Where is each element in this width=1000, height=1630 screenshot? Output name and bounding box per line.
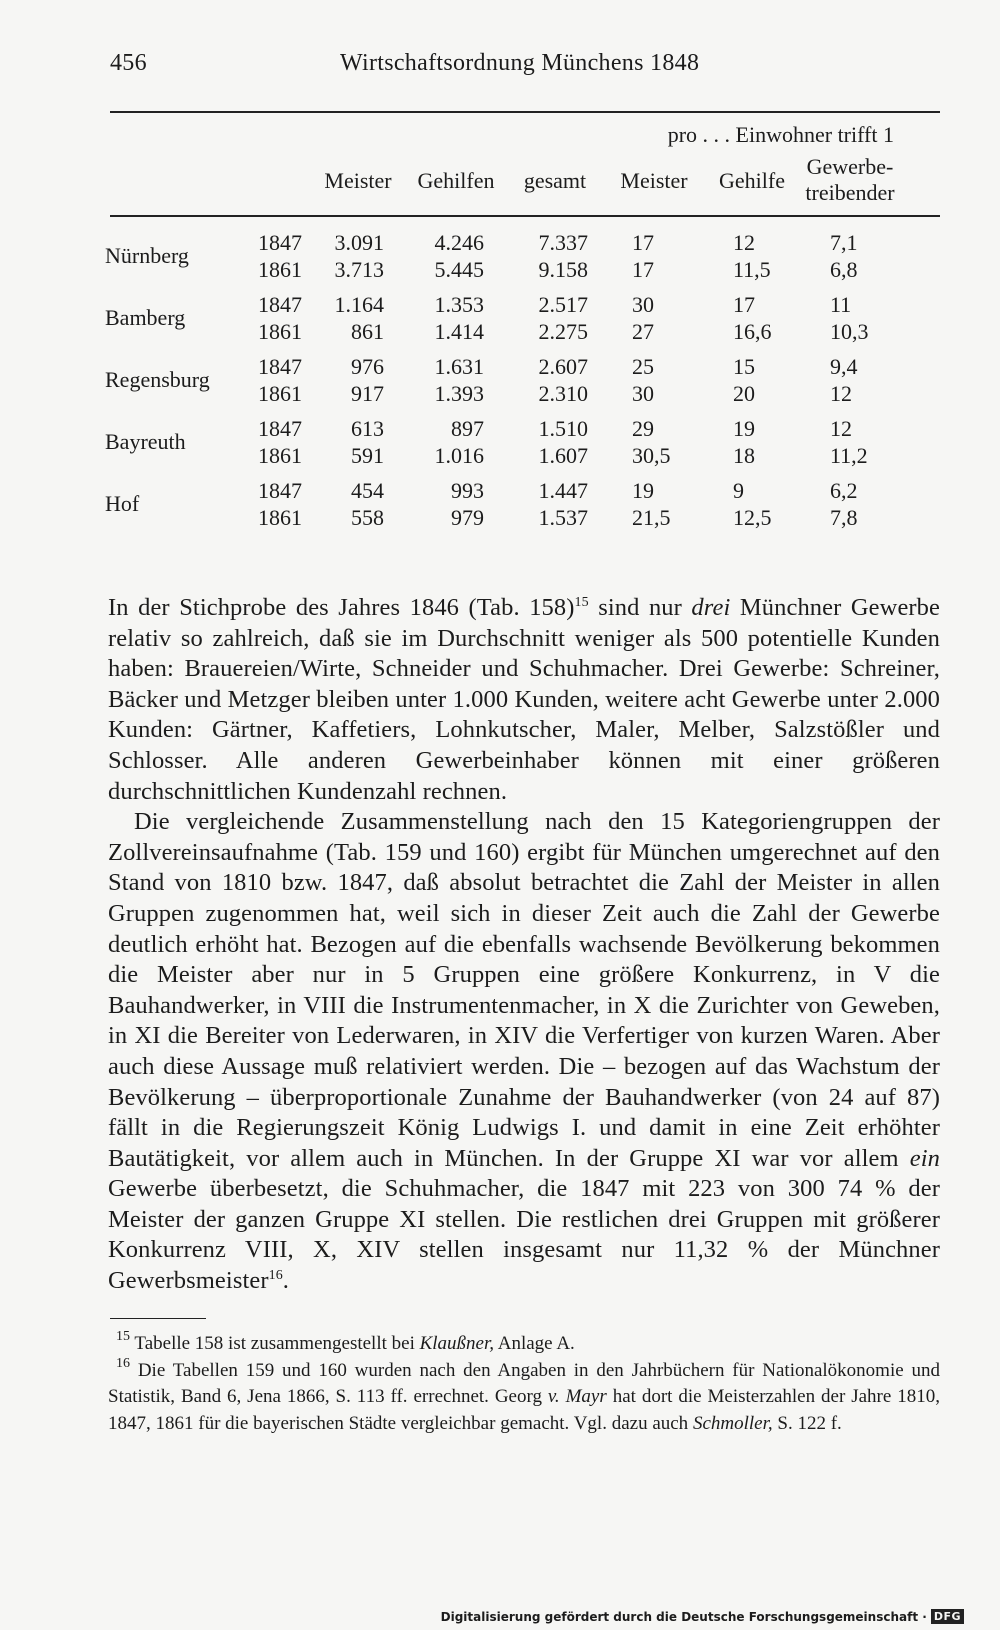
cell-gesamt: 2.517	[538, 292, 588, 317]
cell-pro-gehilfe: 18	[733, 443, 755, 468]
cell-pro-gewerbe: 11,2	[830, 443, 868, 468]
cell-pro-gehilfe: 9	[733, 478, 744, 503]
cell-pro-gewerbe: 11	[830, 292, 852, 317]
cell-gesamt: 2.607	[538, 354, 588, 379]
cell-pro-gewerbe: 10,3	[830, 319, 869, 344]
cell-year: 1861	[258, 505, 302, 530]
cell-gehilfen: 5.445	[434, 257, 484, 282]
cell-gesamt: 1.510	[538, 416, 588, 441]
cell-pro-gewerbe: 7,1	[830, 230, 858, 255]
footnote-rule	[110, 1318, 206, 1319]
page-number: 456	[110, 50, 147, 76]
cell-gehilfen: 1.393	[434, 381, 484, 406]
footnote-mark: 16	[116, 1355, 130, 1371]
cell-gehilfen: 4.246	[434, 230, 484, 255]
footnote-ref: 16	[268, 1268, 283, 1284]
cell-pro-gewerbe: 12	[830, 381, 852, 406]
cell-pro-gewerbe: 9,4	[830, 354, 858, 379]
column-header-pro-meister: Meister	[620, 168, 688, 193]
cell-meister: 558	[351, 505, 384, 530]
cell-pro-gehilfe: 17	[733, 292, 755, 317]
cell-year: 1847	[258, 478, 302, 503]
credit-text: Digitalisierung gefördert durch die Deutsche Forschungsgemeinschaft ·	[440, 1609, 927, 1624]
paragraph: Die vergleichende Zusammenstellung nach den 15 Kategoriengruppen der Zollvereinsaufnahme (Tab. 159 und 160) ergibt für München umgerechnet auf den Stand von 1810 bzw. 1847, daß absolut betrachtet die Zahl der Meister in allen Gruppen zugenommen hat, weil sich in dieser Zeit auch die Zahl der Gewerbe deutlich erhöht hat. Bezogen auf die ebenfalls wachsende Bevölkerung bekommen die Meister aber nur in 5 Gruppen eine größere Konkurrenz, in V die Bauhandwerker, in VIII die Instrumentenmacher, in X die Zurichter von Geweben, in XI die Bereiter von Lederwaren, in XIV die Verfertiger von kurzen Waren. Aber auch diese Aussage muß relativiert werden. Die – bezogen auf das Wachstum der Bevölkerung – überproportionale Zunahme der Bauhandwerker (von 24 auf 87) fällt in die Regierungszeit König Ludwigs I. und damit in eine Zeit erhöhter Bautätigkeit, vor allem auch in München. In der Gruppe XI war vor allem ein Gewerbe überbesetzt, die Schuhmacher, die 1847 mit 223 von 300 74 % der Meister der ganzen Gruppe XI stellen. Die restlichen drei Gruppen mit größerer Konkurrenz VIII, X, XIV stellen insgesamt nur 11,32 % der Münchner Gewerbsmeister$^{16}$.	[108, 808, 940, 1295]
page-header	[110, 50, 940, 80]
cell-meister: 591	[351, 443, 384, 468]
cell-year: 1861	[258, 381, 302, 406]
cell-gesamt: 2.310	[538, 381, 588, 406]
cell-pro-meister: 30	[632, 381, 654, 406]
dfg-logo: DFG	[931, 1609, 964, 1624]
cell-gesamt: 2.275	[538, 319, 588, 344]
cell-pro-meister: 29	[632, 416, 654, 441]
cell-pro-gewerbe: 6,8	[830, 257, 858, 282]
cell-pro-meister: 27	[632, 319, 654, 344]
running-title: Wirtschaftsordnung Münchens 1848	[340, 50, 700, 76]
cell-pro-gewerbe: 12	[830, 416, 852, 441]
footnote-mark: 15	[116, 1329, 130, 1344]
cell-pro-meister: 25	[632, 354, 654, 379]
cell-year: 1847	[258, 416, 302, 441]
cell-meister: 1.164	[334, 292, 384, 317]
cell-gehilfen: 897	[451, 416, 484, 441]
table-top-rule	[110, 111, 940, 113]
cell-gehilfen: 1.016	[434, 443, 484, 468]
cell-meister: 3.091	[334, 230, 384, 255]
cell-pro-gewerbe: 6,2	[830, 478, 858, 503]
cell-pro-gehilfe: 19	[733, 416, 755, 441]
cell-pro-gehilfe: 12	[733, 230, 755, 255]
footnotes	[108, 1331, 940, 1437]
cell-year: 1847	[258, 292, 302, 317]
digitization-credit	[441, 1609, 964, 1624]
cell-pro-meister: 21,5	[632, 505, 671, 530]
cell-gehilfen: 993	[451, 478, 484, 503]
cell-gesamt: 1.537	[538, 505, 588, 530]
cell-pro-gehilfe: 15	[733, 354, 755, 379]
cell-pro-meister: 19	[632, 478, 654, 503]
table-header-rule	[110, 215, 940, 217]
cell-pro-meister: 30,5	[632, 443, 671, 468]
cell-meister: 917	[351, 381, 384, 406]
cell-meister: 613	[351, 416, 384, 441]
cell-pro-gehilfe: 20	[733, 381, 755, 406]
cell-meister: 976	[351, 354, 384, 379]
cell-year: 1861	[258, 257, 302, 282]
column-header-pro-gehilfe: Gehilfe	[719, 168, 785, 193]
footnote-ref: 15	[574, 595, 589, 610]
column-group-heading: pro . . . Einwohner trifft 1	[667, 122, 894, 147]
cell-year: 1861	[258, 319, 302, 344]
body-text	[108, 593, 940, 1297]
footnote: $^{15}$ Tabelle 158 ist zusammengestellt bei Klaußner, Anlage A.	[116, 1329, 575, 1354]
cell-gehilfen: 1.414	[434, 319, 484, 344]
column-header-gewerbe-line1: Gewerbe-	[806, 154, 894, 179]
cell-gesamt: 9.158	[538, 257, 588, 282]
cell-meister: 3.713	[334, 257, 384, 282]
cell-pro-meister: 30	[632, 292, 654, 317]
cell-pro-gewerbe: 7,8	[830, 505, 858, 530]
cell-year: 1847	[258, 230, 302, 255]
row-label-city: Bamberg	[105, 305, 186, 330]
column-header-gesamt: gesamt	[523, 168, 587, 193]
cell-gehilfen: 1.353	[434, 292, 484, 317]
cell-pro-gehilfe: 11,5	[733, 257, 771, 282]
row-label-city: Bayreuth	[105, 429, 186, 454]
cell-gehilfen: 1.631	[434, 354, 484, 379]
row-label-city: Nürnberg	[105, 243, 189, 268]
row-label-city: Hof	[105, 491, 140, 516]
cell-gesamt: 1.447	[538, 478, 588, 503]
cell-gesamt: 1.607	[538, 443, 588, 468]
column-header-meister: Meister	[324, 168, 392, 193]
cell-pro-meister: 17	[632, 230, 654, 255]
cell-year: 1847	[258, 354, 302, 379]
cell-year: 1861	[258, 443, 302, 468]
cell-pro-meister: 17	[632, 257, 654, 282]
cell-pro-gehilfe: 12,5	[733, 505, 772, 530]
cell-pro-gehilfe: 16,6	[733, 319, 772, 344]
cell-gehilfen: 979	[451, 505, 484, 530]
cell-gesamt: 7.337	[538, 230, 588, 255]
footnote: $^{16}$ Die Tabellen 159 und 160 wurden nach den Angaben in den Jahrbüchern für Nationalökonomie und Statistik, Band 6, Jena 1866, S. 113 ff. errechnet. Georg v. Mayr hat dort die Meisterzahlen der Jahre 1810, 1847, 1861 für die bayerischen Städte vergleichbar gemacht. Vgl. dazu auch Schmoller, S. 122 f.	[108, 1355, 940, 1434]
paragraph: In der Stichprobe des Jahres 1846 (Tab. 158)$^{15}$ sind nur drei Münchner Gewerbe relativ so zahlreich, daß sie im Durchschnitt weniger als 500 potentielle Kunden haben: Brauereien/Wirte, Schneider und Schuhmacher. Drei Gewerbe: Schreiner, Bäcker und Metzger bleiben unter 1.000 Kunden, weitere acht Gewerbe unter 2.000 Kunden: Gärtner, Kaffetiers, Lohnkutscher, Maler, Melber, Salzstößler und Schlosser. Alle anderen Gewerbeinhaber können mit einer größeren durchschnittlichen Kundenzahl rechnen.	[108, 594, 941, 805]
cell-meister: 861	[351, 319, 384, 344]
column-header-gehilfen: Gehilfen	[417, 168, 495, 193]
cell-meister: 454	[351, 478, 384, 503]
column-header-gewerbe-line2: treibender	[805, 180, 895, 205]
row-label-city: Regensburg	[105, 367, 210, 392]
